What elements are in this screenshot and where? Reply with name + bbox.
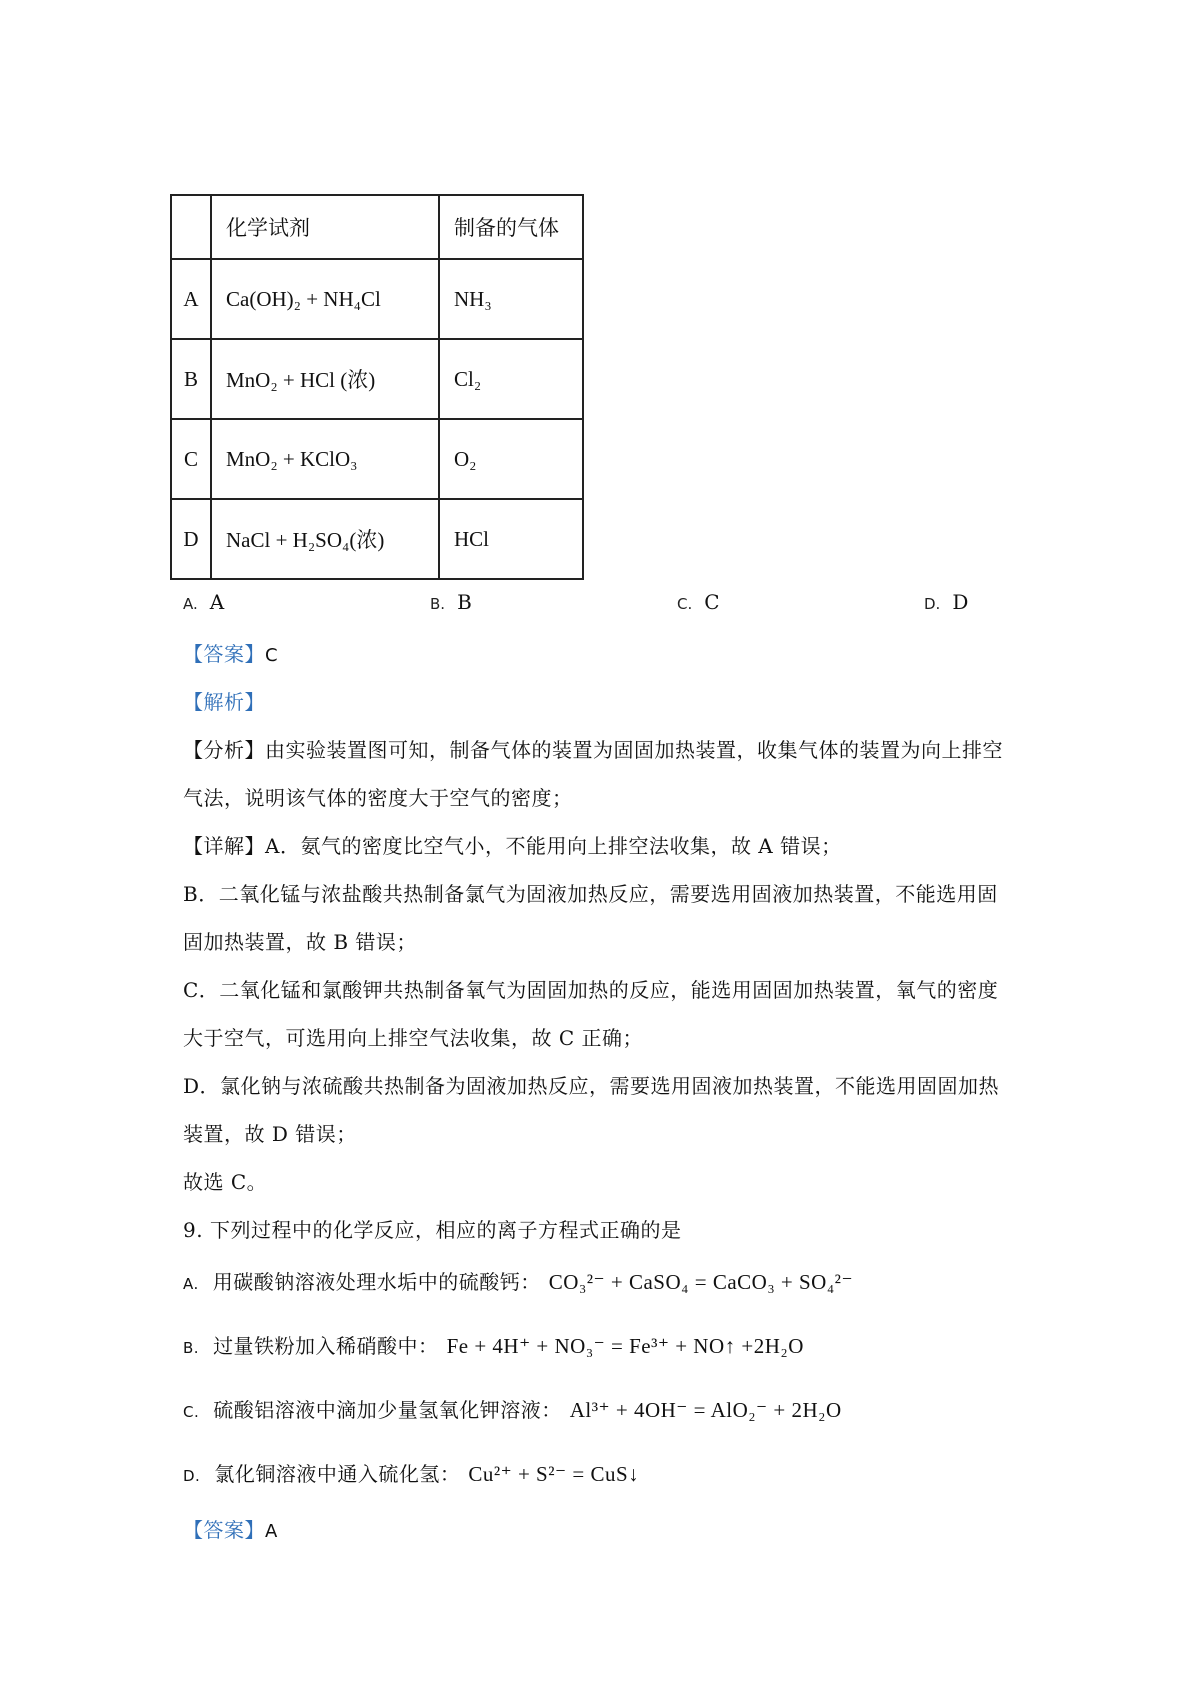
reagent-cell: Ca(OH)₂ + NH₄Cl — [211, 259, 439, 339]
analysis-line: 装置，故 D 错误； — [183, 1122, 357, 1146]
option-formula: Fe + 4H⁺ + NO₃⁻ = Fe³⁺ + NO↑ +2H₂O — [446, 1334, 804, 1358]
table-header-row — [171, 195, 583, 259]
q8-options — [183, 590, 983, 620]
reagent-cell: MnO₂ + KClO₃ — [211, 419, 439, 499]
table-row — [171, 419, 583, 499]
option-formula: CO₃²⁻ + CaSO₄ = CaCO₃ + SO₄²⁻ — [548, 1270, 854, 1294]
analysis-line: B．二氧化锰与浓盐酸共热制备氯气为固液加热反应，需要选用固液加热装置，不能选用固 — [183, 882, 998, 906]
row-label: A — [171, 259, 211, 339]
q9-option-d — [183, 1458, 639, 1487]
table-row — [171, 499, 583, 579]
analysis-line: 固加热装置，故 B 错误； — [183, 930, 417, 954]
table-header-cell: 制备的气体 — [439, 195, 583, 259]
option-label: B. — [183, 1339, 200, 1357]
analysis-line: 【分析】由实验装置图可知，制备气体的装置为固固加热装置，收集气体的装置为向上排空 — [183, 738, 1003, 762]
analysis-line: 【详解】A．氨气的密度比空气小，不能用向上排空法收集，故 A 错误； — [183, 834, 842, 858]
q9-answer — [183, 1514, 278, 1543]
answer-tag: 【答案】 — [183, 1518, 265, 1542]
table-row — [171, 339, 583, 419]
q8-answer — [183, 638, 278, 667]
q8-option-c — [677, 590, 720, 614]
row-label: B — [171, 339, 211, 419]
option-label: B. — [430, 595, 446, 613]
option-text: D — [952, 590, 969, 614]
answer-value: A — [265, 1521, 278, 1542]
q9-stem: 9. 下列过程中的化学反应，相应的离子方程式正确的是 — [183, 1218, 682, 1242]
option-text: 用碳酸钠溶液处理水垢中的硫酸钙： — [212, 1270, 541, 1294]
option-formula: Al³⁺ + 4OH⁻ = AlO₂⁻ + 2H₂O — [569, 1398, 842, 1422]
row-label: D — [171, 499, 211, 579]
option-text: A — [209, 590, 225, 614]
q8-option-b — [430, 590, 472, 614]
gas-cell: Cl₂ — [439, 339, 583, 419]
gas-cell: O₂ — [439, 419, 583, 499]
answer-value: C — [265, 645, 279, 666]
option-label: D. — [183, 1467, 201, 1485]
gas-cell: HCl — [439, 499, 583, 579]
q8-analysis-tag — [183, 686, 265, 715]
option-text: B — [457, 590, 472, 614]
analysis-line: D．氯化钠与浓硫酸共热制备为固液加热反应，需要选用固液加热装置，不能选用固固加热 — [183, 1074, 1000, 1098]
option-label: A. — [183, 1275, 199, 1293]
option-text: 过量铁粉加入稀硝酸中： — [213, 1334, 439, 1358]
analysis-tag: 【解析】 — [183, 690, 265, 714]
row-label: C — [171, 419, 211, 499]
table-row — [171, 259, 583, 339]
option-label: D. — [924, 595, 941, 613]
q8-option-d — [924, 590, 968, 614]
option-text: C — [704, 590, 720, 614]
option-label: C. — [183, 1403, 200, 1421]
reagent-cell: NaCl + H₂SO₄(浓) — [211, 499, 439, 579]
option-text: 氯化铜溶液中通入硫化氢： — [214, 1462, 461, 1486]
table-header-cell: 化学试剂 — [211, 195, 439, 259]
analysis-line: 故选 C。 — [183, 1170, 268, 1194]
answer-tag: 【答案】 — [183, 642, 265, 666]
q9-option-b — [183, 1330, 804, 1359]
analysis-line: 气法，说明该气体的密度大于空气的密度； — [183, 786, 573, 810]
reagent-cell: MnO₂ + HCl (浓) — [211, 339, 439, 419]
analysis-line: C．二氧化锰和氯酸钾共热制备氧气为固固加热的反应，能选用固固加热装置，氧气的密度 — [183, 978, 999, 1002]
option-formula: Cu²⁺ + S²⁻ = CuS↓ — [468, 1462, 640, 1486]
gas-cell: NH₃ — [439, 259, 583, 339]
q8-option-a — [183, 590, 224, 614]
analysis-line: 大于空气，可选用向上排空气法收集，故 C 正确； — [183, 1026, 644, 1050]
option-text: 硫酸铝溶液中滴加少量氢氧化钾溶液： — [213, 1398, 562, 1422]
table-header-cell — [171, 195, 211, 259]
option-label: A. — [183, 595, 198, 613]
q9-option-a — [183, 1266, 853, 1295]
q9-option-c — [183, 1394, 842, 1423]
option-label: C. — [677, 595, 693, 613]
reagent-table — [170, 194, 584, 580]
